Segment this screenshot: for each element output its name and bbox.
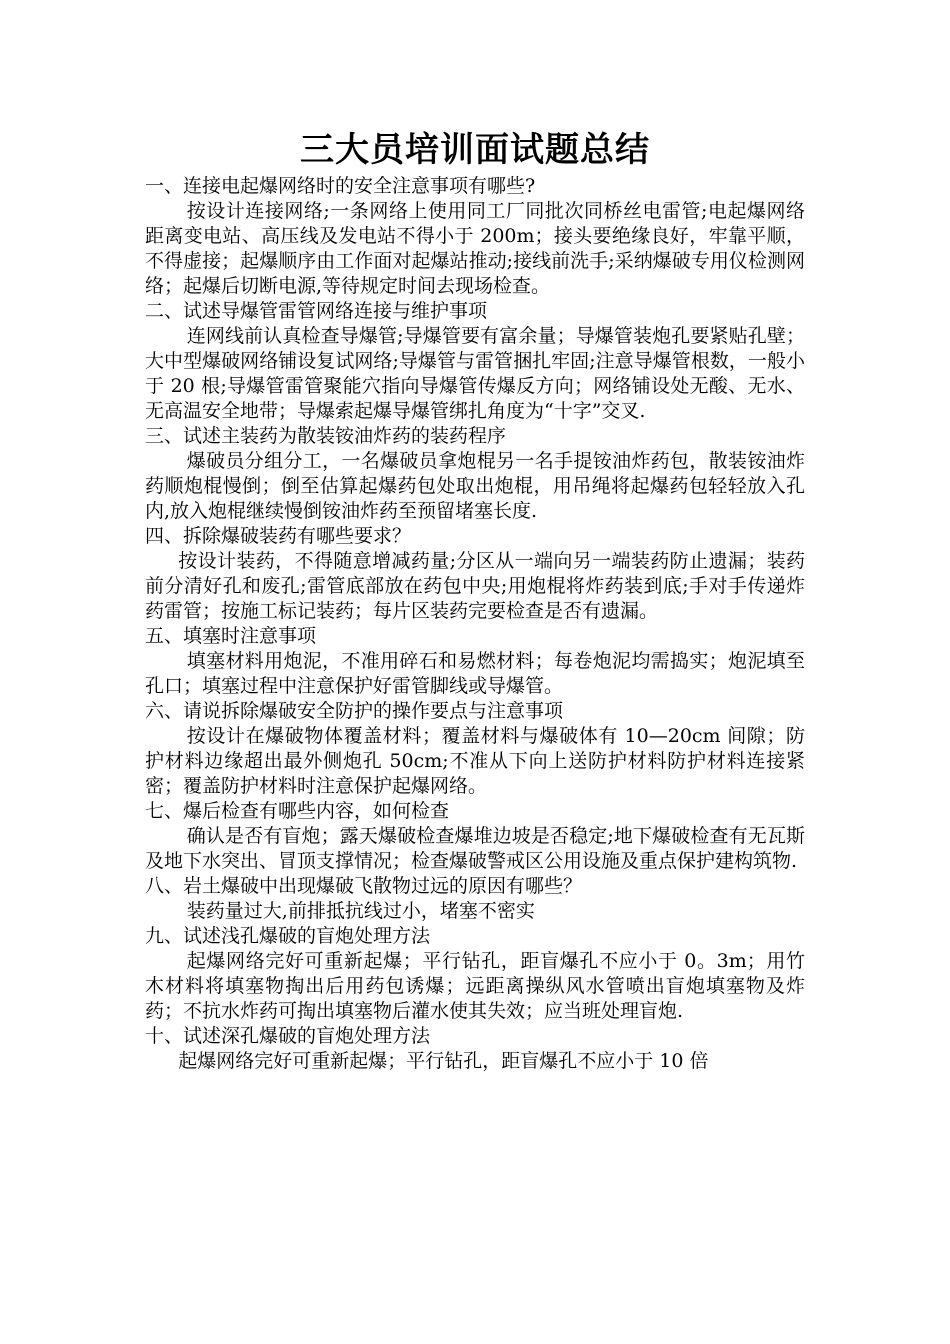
section-question: 三、试述主装药为散装铵油炸药的装药程序 — [145, 425, 507, 447]
section-8 — [145, 874, 805, 924]
section-answer: 起爆网络完好可重新起爆；平行钻孔，距盲爆孔不应小于 10 倍 — [178, 1050, 709, 1072]
section-6 — [145, 699, 805, 799]
section-4 — [145, 524, 805, 624]
section-question: 四、拆除爆破装药有哪些要求？ — [145, 525, 412, 547]
section-answer: 确认是否有盲炮；露天爆破检查爆堆边坡是否稳定;地下爆破检查有无瓦斯及地下水突出、冒顶支撑情况；检查爆破警戒区公用设施及重点保护建构筑物. — [145, 825, 805, 872]
section-question: 九、试述浅孔爆破的盲炮处理方法 — [145, 925, 431, 947]
section-question: 一、连接电起爆网络时的安全注意事项有哪些? — [145, 175, 536, 197]
section-answer: 按设计装药，不得随意增减药量;分区从一端向另一端装药防止遗漏；装药前分清好孔和废孔;雷管底部放在药包中央;用炮棍将炸药装到底;手对手传递炸药雷管；按施工标记装药；每片区装药完要检查是否有遗漏。 — [145, 550, 805, 622]
section-question: 六、请说拆除爆破安全防护的操作要点与注意事项 — [145, 700, 564, 722]
section-answer: 按设计在爆破物体覆盖材料；覆盖材料与爆破体有 10—20cm 间隙；防护材料边缘超出最外侧炮孔 50cm;不准从下向上送防护材料防护材料连接紧密；覆盖防护材料时注意保护起爆网络。 — [145, 725, 805, 797]
section-answer: 按设计连接网络;一条网络上使用同工厂同批次同桥丝电雷管;电起爆网络距离变电站、高压线及发电站不得小于 200m；接头要绝缘良好，牢靠平顺，不得虚接；起爆顺序由工作面对起爆站推动;接线前洗手;采纳爆破专用仪检测网络；起爆后切断电源,等待规定时间去现场检查。 — [145, 200, 805, 297]
document-page — [145, 128, 805, 1074]
section-2 — [145, 299, 805, 424]
section-answer: 连网线前认真检查导爆管;导爆管要有富余量；导爆管装炮孔要紧贴孔壁；大中型爆破网络铺设复试网络;导爆管与雷管捆扎牢固;注意导爆管根数，一般小于 20 根;导爆管雷管聚能穴指向导爆管传爆反方向；网络铺设处无酸、无水、无高温安全地带；导爆索起爆导爆管绑扎角度为“十字”交叉. — [145, 325, 805, 422]
section-answer: 装药量过大,前排抵抗线过小，堵塞不密实 — [186, 900, 535, 922]
section-answer: 填塞材料用炮泥，不准用碎石和易燃材料；每卷炮泥均需捣实；炮泥填至孔口；填塞过程中注意保护好雷管脚线或导爆管。 — [145, 650, 805, 697]
section-5 — [145, 624, 805, 699]
section-question: 十、试述深孔爆破的盲炮处理方法 — [145, 1025, 431, 1047]
section-9 — [145, 924, 805, 1024]
section-10 — [145, 1024, 805, 1074]
section-3 — [145, 424, 805, 524]
section-answer: 爆破员分组分工，一名爆破员拿炮棍另一名手提铵油炸药包，散装铵油炸药顺炮棍慢倒；倒至估算起爆药包处取出炮棍，用吊绳将起爆药包轻轻放入孔内,放入炮棍继续慢倒铵油炸药至预留堵塞长度. — [145, 450, 805, 522]
section-question: 五、填塞时注意事项 — [145, 625, 317, 647]
section-question: 七、爆后检查有哪些内容，如何检查 — [145, 800, 450, 822]
section-1 — [145, 174, 805, 299]
section-answer: 起爆网络完好可重新起爆；平行钻孔，距盲爆孔不应小于 0。3m；用竹木材料将填塞物掏出后用药包诱爆；远距离操纵风水管喷出盲炮填塞物及炸药；不抗水炸药可掏出填塞物后灌水使其失效；应当班处理盲炮. — [145, 950, 805, 1022]
section-7 — [145, 799, 805, 874]
section-question: 二、试述导爆管雷管网络连接与维护事项 — [145, 300, 488, 322]
section-question: 八、岩土爆破中出现爆破飞散物过远的原因有哪些？ — [145, 875, 583, 897]
document-title: 三大员培训面试题总结 — [300, 130, 650, 170]
